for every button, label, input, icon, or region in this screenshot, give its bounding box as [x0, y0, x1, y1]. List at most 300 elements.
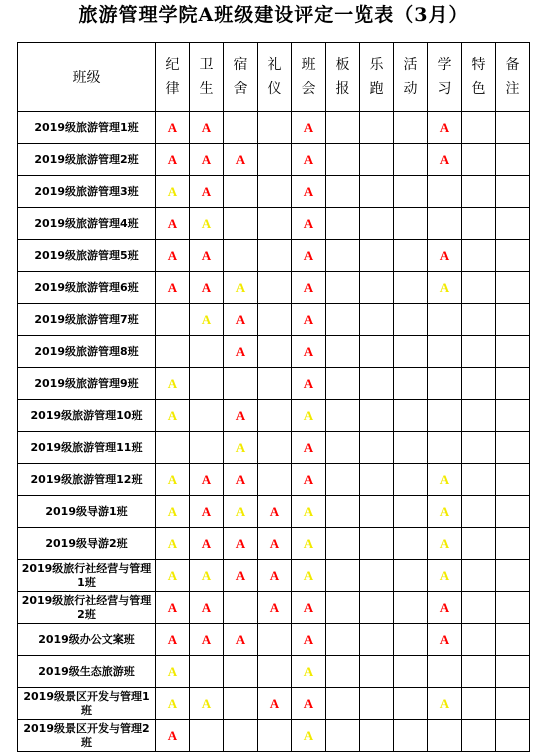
- rating-cell: [394, 208, 428, 240]
- rating-cell: [292, 656, 326, 688]
- rating-mark-yellow: A: [303, 663, 314, 679]
- column-header-class: 班级: [18, 43, 156, 112]
- rating-mark-yellow: A: [439, 503, 450, 519]
- rating-cell: [326, 656, 360, 688]
- rating-cell: [156, 240, 190, 272]
- rating-cell: [428, 208, 462, 240]
- class-name-cell: 2019级办公文案班: [18, 624, 156, 656]
- rating-cell: [462, 688, 496, 720]
- category-label-line: 卫: [199, 57, 214, 73]
- rating-cell: [292, 432, 326, 464]
- rating-cell: [394, 336, 428, 368]
- rating-mark-red: A: [235, 407, 246, 423]
- rating-cell: [394, 624, 428, 656]
- rating-mark-red: A: [167, 727, 178, 743]
- rating-mark-yellow: A: [201, 695, 212, 711]
- rating-cell: [258, 464, 292, 496]
- rating-mark-red: A: [303, 183, 314, 199]
- rating-cell: [326, 688, 360, 720]
- rating-cell: [156, 432, 190, 464]
- category-label-line: 礼: [267, 57, 282, 73]
- table-row: [18, 592, 530, 624]
- rating-mark-red: A: [201, 631, 212, 647]
- rating-cell: [462, 432, 496, 464]
- rating-mark-yellow: A: [303, 407, 314, 423]
- rating-cell: [394, 368, 428, 400]
- rating-mark-red: A: [167, 599, 178, 615]
- rating-mark-red: A: [167, 151, 178, 167]
- rating-mark-red: A: [167, 279, 178, 295]
- category-label-line: 生: [199, 81, 214, 97]
- rating-cell: [496, 432, 530, 464]
- rating-cell: [462, 560, 496, 592]
- rating-cell: [462, 240, 496, 272]
- rating-cell: [462, 176, 496, 208]
- class-name-cell: 2019级景区开发与管理1班: [18, 688, 156, 720]
- rating-cell: [190, 272, 224, 304]
- rating-mark-red: A: [269, 567, 280, 583]
- rating-cell: [292, 528, 326, 560]
- rating-cell: [394, 592, 428, 624]
- rating-cell: [326, 528, 360, 560]
- rating-cell: [258, 432, 292, 464]
- rating-cell: [360, 432, 394, 464]
- category-label-line: 板: [335, 57, 350, 73]
- class-name-cell: 2019级旅行社经营与管理1班: [18, 560, 156, 592]
- rating-mark-yellow: A: [167, 567, 178, 583]
- class-name-cell: 2019级旅游管理4班: [18, 208, 156, 240]
- table-row: [18, 336, 530, 368]
- rating-cell: [292, 336, 326, 368]
- class-name-cell: 2019级旅游管理10班: [18, 400, 156, 432]
- rating-mark-yellow: A: [303, 503, 314, 519]
- rating-mark-yellow: A: [303, 727, 314, 743]
- rating-cell: [428, 304, 462, 336]
- rating-cell: [428, 272, 462, 304]
- column-header-category: [428, 43, 462, 112]
- class-name-cell: 2019级旅游管理12班: [18, 464, 156, 496]
- rating-cell: [156, 208, 190, 240]
- rating-mark-yellow: A: [167, 407, 178, 423]
- rating-mark-red: A: [439, 599, 450, 615]
- rating-cell: [394, 304, 428, 336]
- rating-mark-red: A: [303, 247, 314, 263]
- table-row: [18, 240, 530, 272]
- category-label-line: 特: [471, 57, 486, 73]
- category-label-line: 仪: [267, 81, 282, 97]
- rating-cell: [224, 592, 258, 624]
- rating-cell: [224, 432, 258, 464]
- rating-cell: [428, 720, 462, 752]
- class-name-cell: 2019级旅游管理7班: [18, 304, 156, 336]
- rating-cell: [190, 176, 224, 208]
- rating-mark-red: A: [269, 535, 280, 551]
- rating-mark-red: A: [303, 471, 314, 487]
- rating-cell: [360, 112, 394, 144]
- rating-cell: [428, 432, 462, 464]
- rating-cell: [496, 272, 530, 304]
- rating-cell: [326, 720, 360, 752]
- rating-mark-yellow: A: [167, 663, 178, 679]
- table-row: [18, 368, 530, 400]
- rating-cell: [292, 240, 326, 272]
- rating-cell: [462, 368, 496, 400]
- rating-cell: [326, 272, 360, 304]
- rating-cell: [462, 496, 496, 528]
- rating-mark-yellow: A: [201, 567, 212, 583]
- rating-cell: [462, 624, 496, 656]
- table-row: [18, 272, 530, 304]
- rating-cell: [360, 176, 394, 208]
- rating-cell: [496, 656, 530, 688]
- rating-cell: [496, 464, 530, 496]
- rating-cell: [224, 304, 258, 336]
- rating-cell: [360, 240, 394, 272]
- class-name-cell: 2019级旅行社经营与管理2班: [18, 592, 156, 624]
- rating-mark-yellow: A: [167, 183, 178, 199]
- rating-cell: [360, 400, 394, 432]
- rating-mark-red: A: [303, 631, 314, 647]
- rating-cell: [360, 560, 394, 592]
- table-row: [18, 304, 530, 336]
- rating-mark-red: A: [303, 311, 314, 327]
- table-row: [18, 176, 530, 208]
- rating-mark-red: A: [235, 567, 246, 583]
- rating-cell: [394, 656, 428, 688]
- rating-cell: [394, 528, 428, 560]
- rating-cell: [190, 464, 224, 496]
- rating-mark-red: A: [303, 343, 314, 359]
- rating-mark-red: A: [201, 119, 212, 135]
- category-label-line: 学: [437, 57, 452, 73]
- rating-cell: [258, 720, 292, 752]
- category-label-line: 会: [301, 81, 316, 97]
- table-row: [18, 496, 530, 528]
- rating-mark-red: A: [303, 439, 314, 455]
- rating-cell: [394, 496, 428, 528]
- rating-cell: [496, 144, 530, 176]
- rating-cell: [462, 336, 496, 368]
- category-label-line: 乐: [369, 57, 384, 73]
- rating-cell: [326, 464, 360, 496]
- page-title: 旅游管理学院A班级建设评定一览表（3月）: [78, 4, 469, 26]
- rating-cell: [190, 720, 224, 752]
- rating-cell: [190, 112, 224, 144]
- rating-cell: [496, 560, 530, 592]
- rating-cell: [224, 688, 258, 720]
- rating-cell: [360, 624, 394, 656]
- rating-cell: [292, 272, 326, 304]
- column-header-category: [496, 43, 530, 112]
- rating-mark-red: A: [269, 695, 280, 711]
- rating-mark-red: A: [201, 247, 212, 263]
- rating-cell: [326, 368, 360, 400]
- rating-cell: [258, 240, 292, 272]
- rating-cell: [190, 656, 224, 688]
- rating-cell: [258, 208, 292, 240]
- rating-cell: [326, 112, 360, 144]
- rating-cell: [156, 272, 190, 304]
- rating-cell: [190, 144, 224, 176]
- class-rating-table: [17, 42, 530, 752]
- category-label-line: 动: [403, 81, 418, 97]
- rating-mark-red: A: [439, 631, 450, 647]
- rating-mark-red: A: [235, 631, 246, 647]
- rating-cell: [394, 464, 428, 496]
- rating-cell: [190, 560, 224, 592]
- rating-mark-red: A: [303, 375, 314, 391]
- rating-cell: [224, 272, 258, 304]
- rating-cell: [428, 336, 462, 368]
- rating-cell: [326, 560, 360, 592]
- rating-cell: [360, 656, 394, 688]
- rating-cell: [224, 496, 258, 528]
- rating-cell: [394, 176, 428, 208]
- rating-mark-yellow: A: [167, 471, 178, 487]
- rating-cell: [292, 688, 326, 720]
- rating-cell: [428, 112, 462, 144]
- rating-mark-yellow: A: [167, 503, 178, 519]
- rating-mark-red: A: [439, 151, 450, 167]
- rating-cell: [190, 528, 224, 560]
- rating-cell: [258, 304, 292, 336]
- rating-cell: [258, 624, 292, 656]
- rating-cell: [394, 240, 428, 272]
- rating-cell: [156, 336, 190, 368]
- class-name-cell: 2019级旅游管理6班: [18, 272, 156, 304]
- rating-cell: [394, 688, 428, 720]
- rating-cell: [496, 112, 530, 144]
- rating-cell: [462, 528, 496, 560]
- category-label-line: 报: [335, 81, 350, 97]
- column-header-category: [326, 43, 360, 112]
- class-name-cell: 2019级景区开发与管理2班: [18, 720, 156, 752]
- rating-cell: [462, 144, 496, 176]
- rating-cell: [326, 624, 360, 656]
- rating-cell: [428, 464, 462, 496]
- rating-cell: [258, 496, 292, 528]
- rating-cell: [496, 528, 530, 560]
- rating-mark-red: A: [167, 247, 178, 263]
- rating-cell: [496, 624, 530, 656]
- rating-cell: [156, 368, 190, 400]
- rating-cell: [462, 304, 496, 336]
- rating-cell: [394, 144, 428, 176]
- rating-mark-red: A: [201, 599, 212, 615]
- rating-cell: [462, 208, 496, 240]
- rating-mark-yellow: A: [439, 535, 450, 551]
- rating-cell: [224, 528, 258, 560]
- column-header-category: [224, 43, 258, 112]
- rating-cell: [462, 400, 496, 432]
- column-header-category: [292, 43, 326, 112]
- rating-cell: [326, 336, 360, 368]
- rating-cell: [360, 720, 394, 752]
- rating-cell: [496, 208, 530, 240]
- rating-cell: [190, 208, 224, 240]
- rating-cell: [496, 240, 530, 272]
- rating-cell: [258, 688, 292, 720]
- category-label-line: 色: [471, 81, 486, 97]
- rating-cell: [156, 304, 190, 336]
- rating-cell: [496, 496, 530, 528]
- rating-cell: [224, 144, 258, 176]
- rating-cell: [190, 304, 224, 336]
- rating-cell: [496, 176, 530, 208]
- rating-mark-red: A: [303, 279, 314, 295]
- rating-mark-red: A: [201, 279, 212, 295]
- rating-cell: [360, 496, 394, 528]
- rating-cell: [224, 560, 258, 592]
- rating-mark-yellow: A: [439, 567, 450, 583]
- rating-mark-yellow: A: [235, 279, 246, 295]
- rating-mark-red: A: [235, 343, 246, 359]
- rating-cell: [496, 400, 530, 432]
- rating-mark-yellow: A: [167, 375, 178, 391]
- rating-cell: [190, 336, 224, 368]
- rating-cell: [326, 432, 360, 464]
- rating-mark-red: A: [303, 695, 314, 711]
- rating-cell: [326, 208, 360, 240]
- rating-mark-red: A: [201, 471, 212, 487]
- rating-cell: [190, 624, 224, 656]
- rating-mark-red: A: [303, 215, 314, 231]
- rating-cell: [326, 176, 360, 208]
- rating-cell: [394, 560, 428, 592]
- rating-cell: [224, 720, 258, 752]
- rating-cell: [428, 400, 462, 432]
- rating-cell: [224, 400, 258, 432]
- table-header-row: [18, 43, 530, 112]
- rating-cell: [258, 368, 292, 400]
- rating-cell: [258, 592, 292, 624]
- rating-cell: [258, 528, 292, 560]
- class-name-cell: 2019级旅游管理3班: [18, 176, 156, 208]
- rating-cell: [292, 560, 326, 592]
- class-name-cell: 2019级生态旅游班: [18, 656, 156, 688]
- rating-cell: [292, 400, 326, 432]
- rating-cell: [326, 496, 360, 528]
- rating-cell: [292, 624, 326, 656]
- class-name-cell: 2019级旅游管理2班: [18, 144, 156, 176]
- table-row: [18, 688, 530, 720]
- rating-cell: [224, 112, 258, 144]
- rating-mark-red: A: [269, 503, 280, 519]
- rating-cell: [224, 240, 258, 272]
- rating-mark-red: A: [167, 119, 178, 135]
- rating-cell: [428, 592, 462, 624]
- class-name-cell: 2019级旅游管理5班: [18, 240, 156, 272]
- rating-cell: [394, 720, 428, 752]
- rating-cell: [496, 592, 530, 624]
- rating-cell: [292, 368, 326, 400]
- rating-cell: [496, 688, 530, 720]
- rating-mark-yellow: A: [439, 695, 450, 711]
- rating-cell: [428, 656, 462, 688]
- rating-cell: [462, 592, 496, 624]
- table-row: [18, 400, 530, 432]
- rating-cell: [224, 464, 258, 496]
- rating-cell: [360, 304, 394, 336]
- rating-cell: [258, 176, 292, 208]
- rating-mark-yellow: A: [303, 535, 314, 551]
- rating-cell: [326, 240, 360, 272]
- rating-cell: [190, 688, 224, 720]
- rating-cell: [292, 112, 326, 144]
- rating-cell: [428, 688, 462, 720]
- rating-mark-yellow: A: [201, 215, 212, 231]
- rating-cell: [258, 272, 292, 304]
- rating-cell: [190, 400, 224, 432]
- rating-cell: [496, 336, 530, 368]
- rating-cell: [156, 592, 190, 624]
- rating-mark-red: A: [235, 151, 246, 167]
- rating-cell: [292, 176, 326, 208]
- rating-mark-yellow: A: [235, 503, 246, 519]
- class-name-cell: 2019级旅游管理8班: [18, 336, 156, 368]
- rating-cell: [462, 272, 496, 304]
- rating-cell: [496, 368, 530, 400]
- table-row: [18, 432, 530, 464]
- category-label-line: 习: [437, 81, 452, 97]
- rating-cell: [394, 400, 428, 432]
- category-label-line: 跑: [369, 81, 384, 97]
- category-label-line: 舍: [233, 81, 248, 97]
- column-header-category: [462, 43, 496, 112]
- rating-cell: [496, 720, 530, 752]
- rating-cell: [292, 496, 326, 528]
- rating-cell: [190, 592, 224, 624]
- column-header-category: [258, 43, 292, 112]
- rating-cell: [360, 688, 394, 720]
- rating-mark-red: A: [201, 151, 212, 167]
- rating-cell: [224, 336, 258, 368]
- column-header-category: [394, 43, 428, 112]
- table-row: [18, 624, 530, 656]
- rating-mark-red: A: [201, 183, 212, 199]
- rating-cell: [156, 400, 190, 432]
- rating-mark-red: A: [303, 119, 314, 135]
- rating-cell: [156, 688, 190, 720]
- rating-mark-red: A: [303, 599, 314, 615]
- rating-mark-yellow: A: [167, 695, 178, 711]
- rating-cell: [394, 432, 428, 464]
- rating-cell: [326, 144, 360, 176]
- rating-cell: [326, 304, 360, 336]
- rating-mark-red: A: [439, 247, 450, 263]
- rating-mark-yellow: A: [235, 439, 246, 455]
- rating-cell: [496, 304, 530, 336]
- rating-cell: [224, 208, 258, 240]
- rating-cell: [156, 144, 190, 176]
- rating-cell: [428, 496, 462, 528]
- class-name-cell: 2019级旅游管理11班: [18, 432, 156, 464]
- table-row: [18, 656, 530, 688]
- category-label-line: 备: [505, 57, 520, 73]
- rating-cell: [224, 368, 258, 400]
- rating-cell: [258, 144, 292, 176]
- category-label-line: 注: [505, 81, 520, 97]
- rating-cell: [224, 656, 258, 688]
- rating-cell: [462, 720, 496, 752]
- rating-cell: [156, 464, 190, 496]
- rating-cell: [360, 464, 394, 496]
- rating-cell: [292, 720, 326, 752]
- rating-cell: [326, 400, 360, 432]
- rating-mark-red: A: [235, 311, 246, 327]
- rating-cell: [428, 144, 462, 176]
- rating-cell: [394, 112, 428, 144]
